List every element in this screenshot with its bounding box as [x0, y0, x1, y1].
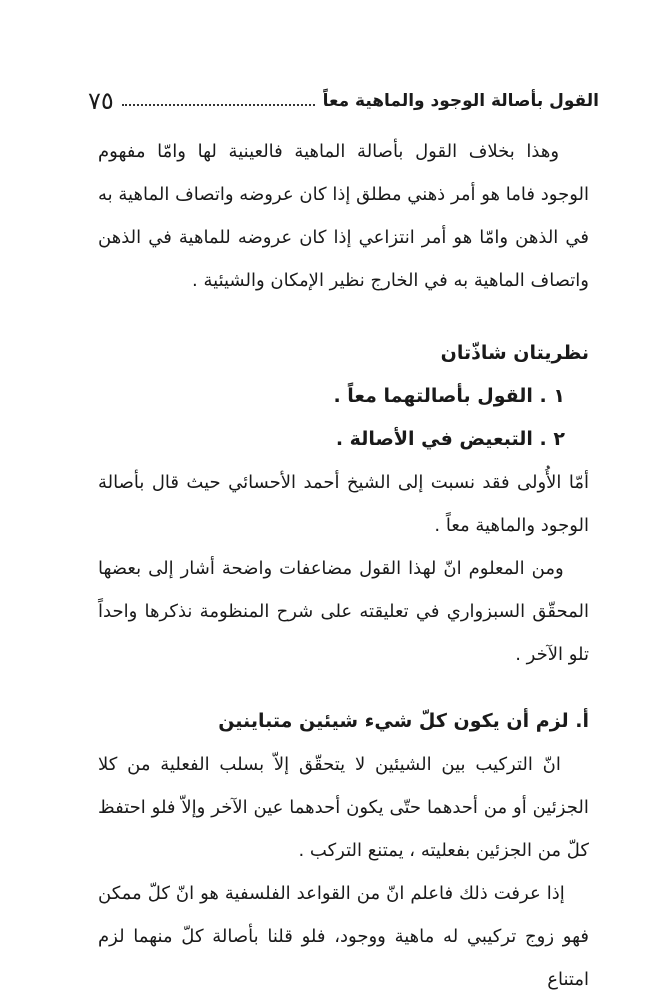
paragraph-5 [98, 872, 589, 1001]
page-number: ٧٥ [88, 87, 114, 115]
text-line: فهو زوج تركيبي له ماهية ووجود، فلو قلنا بأصالة كلّ منهما لزم امتناع [98, 926, 589, 990]
text-line: الآخر . [515, 644, 563, 665]
text-line: ومن المعلوم انّ لهذا القول مضاعفات واضحة أشار إلى بعضها [98, 558, 564, 579]
text-line: الوجود فاما هو أمر ذهني مطلق إذا كان عروضه واتصاف الماهية به في [98, 184, 589, 248]
subsection-heading: أ. لزم أن يكون كلّ شيء شيئين متباينين [218, 710, 589, 732]
running-title: القول بأصالة الوجود والماهية معاً [322, 91, 599, 111]
page-header [88, 86, 599, 116]
paragraph-2 [98, 461, 589, 547]
text-line: أمّا الأُولى فقد نسبت إلى الشيخ أحمد الأحسائي حيث قال [144, 472, 589, 493]
paragraph-3 [98, 547, 589, 676]
header-dot-leader [122, 104, 315, 106]
spacer [98, 676, 589, 700]
body-text [98, 130, 589, 1001]
list-item-1: ١ . القول بأصالتهما معاً . [333, 385, 565, 407]
list-item-2: ٢ . التبعيض في الأصالة . [335, 428, 565, 450]
text-line: الجزئين أو من أحدهما حتّى يكون أحدهما عين الآخر وإلاّ فلو احتفظ [98, 797, 589, 818]
text-line: بأصالة الوجود والماهية معاً . [98, 472, 589, 536]
text-line: الذهن وامّا هو أمر انتزاعي إذا كان عروضه للماهية في الذهن واتصاف [98, 227, 589, 291]
text-line: وهذا بخلاف القول بأصالة الماهية فالعينية لها وامّا مفهوم [98, 141, 560, 162]
section-heading: نظريتان شاذّتان [440, 342, 589, 364]
paragraph-4 [98, 743, 589, 872]
paragraph-1 [98, 130, 589, 302]
text-line: كلّ من الجزئين بفعليته ، يمتنع التركب . [298, 840, 589, 861]
text-line: المحقّق السبزواري في تعليقته على شرح المنظومة نذكرها واحداً تلو [98, 601, 589, 665]
text-line: إذا عرفت ذلك فاعلم انّ من القواعد الفلسفية هو انّ كلّ ممكن [98, 883, 565, 904]
spacer [98, 302, 589, 332]
text-line: انّ التركيب بين الشيئين لا يتحقّق إلاّ بسلب الفعلية من كلا [98, 754, 561, 775]
text-line: الماهية به في الخارج نظير الإمكان والشيئية . [192, 270, 525, 291]
